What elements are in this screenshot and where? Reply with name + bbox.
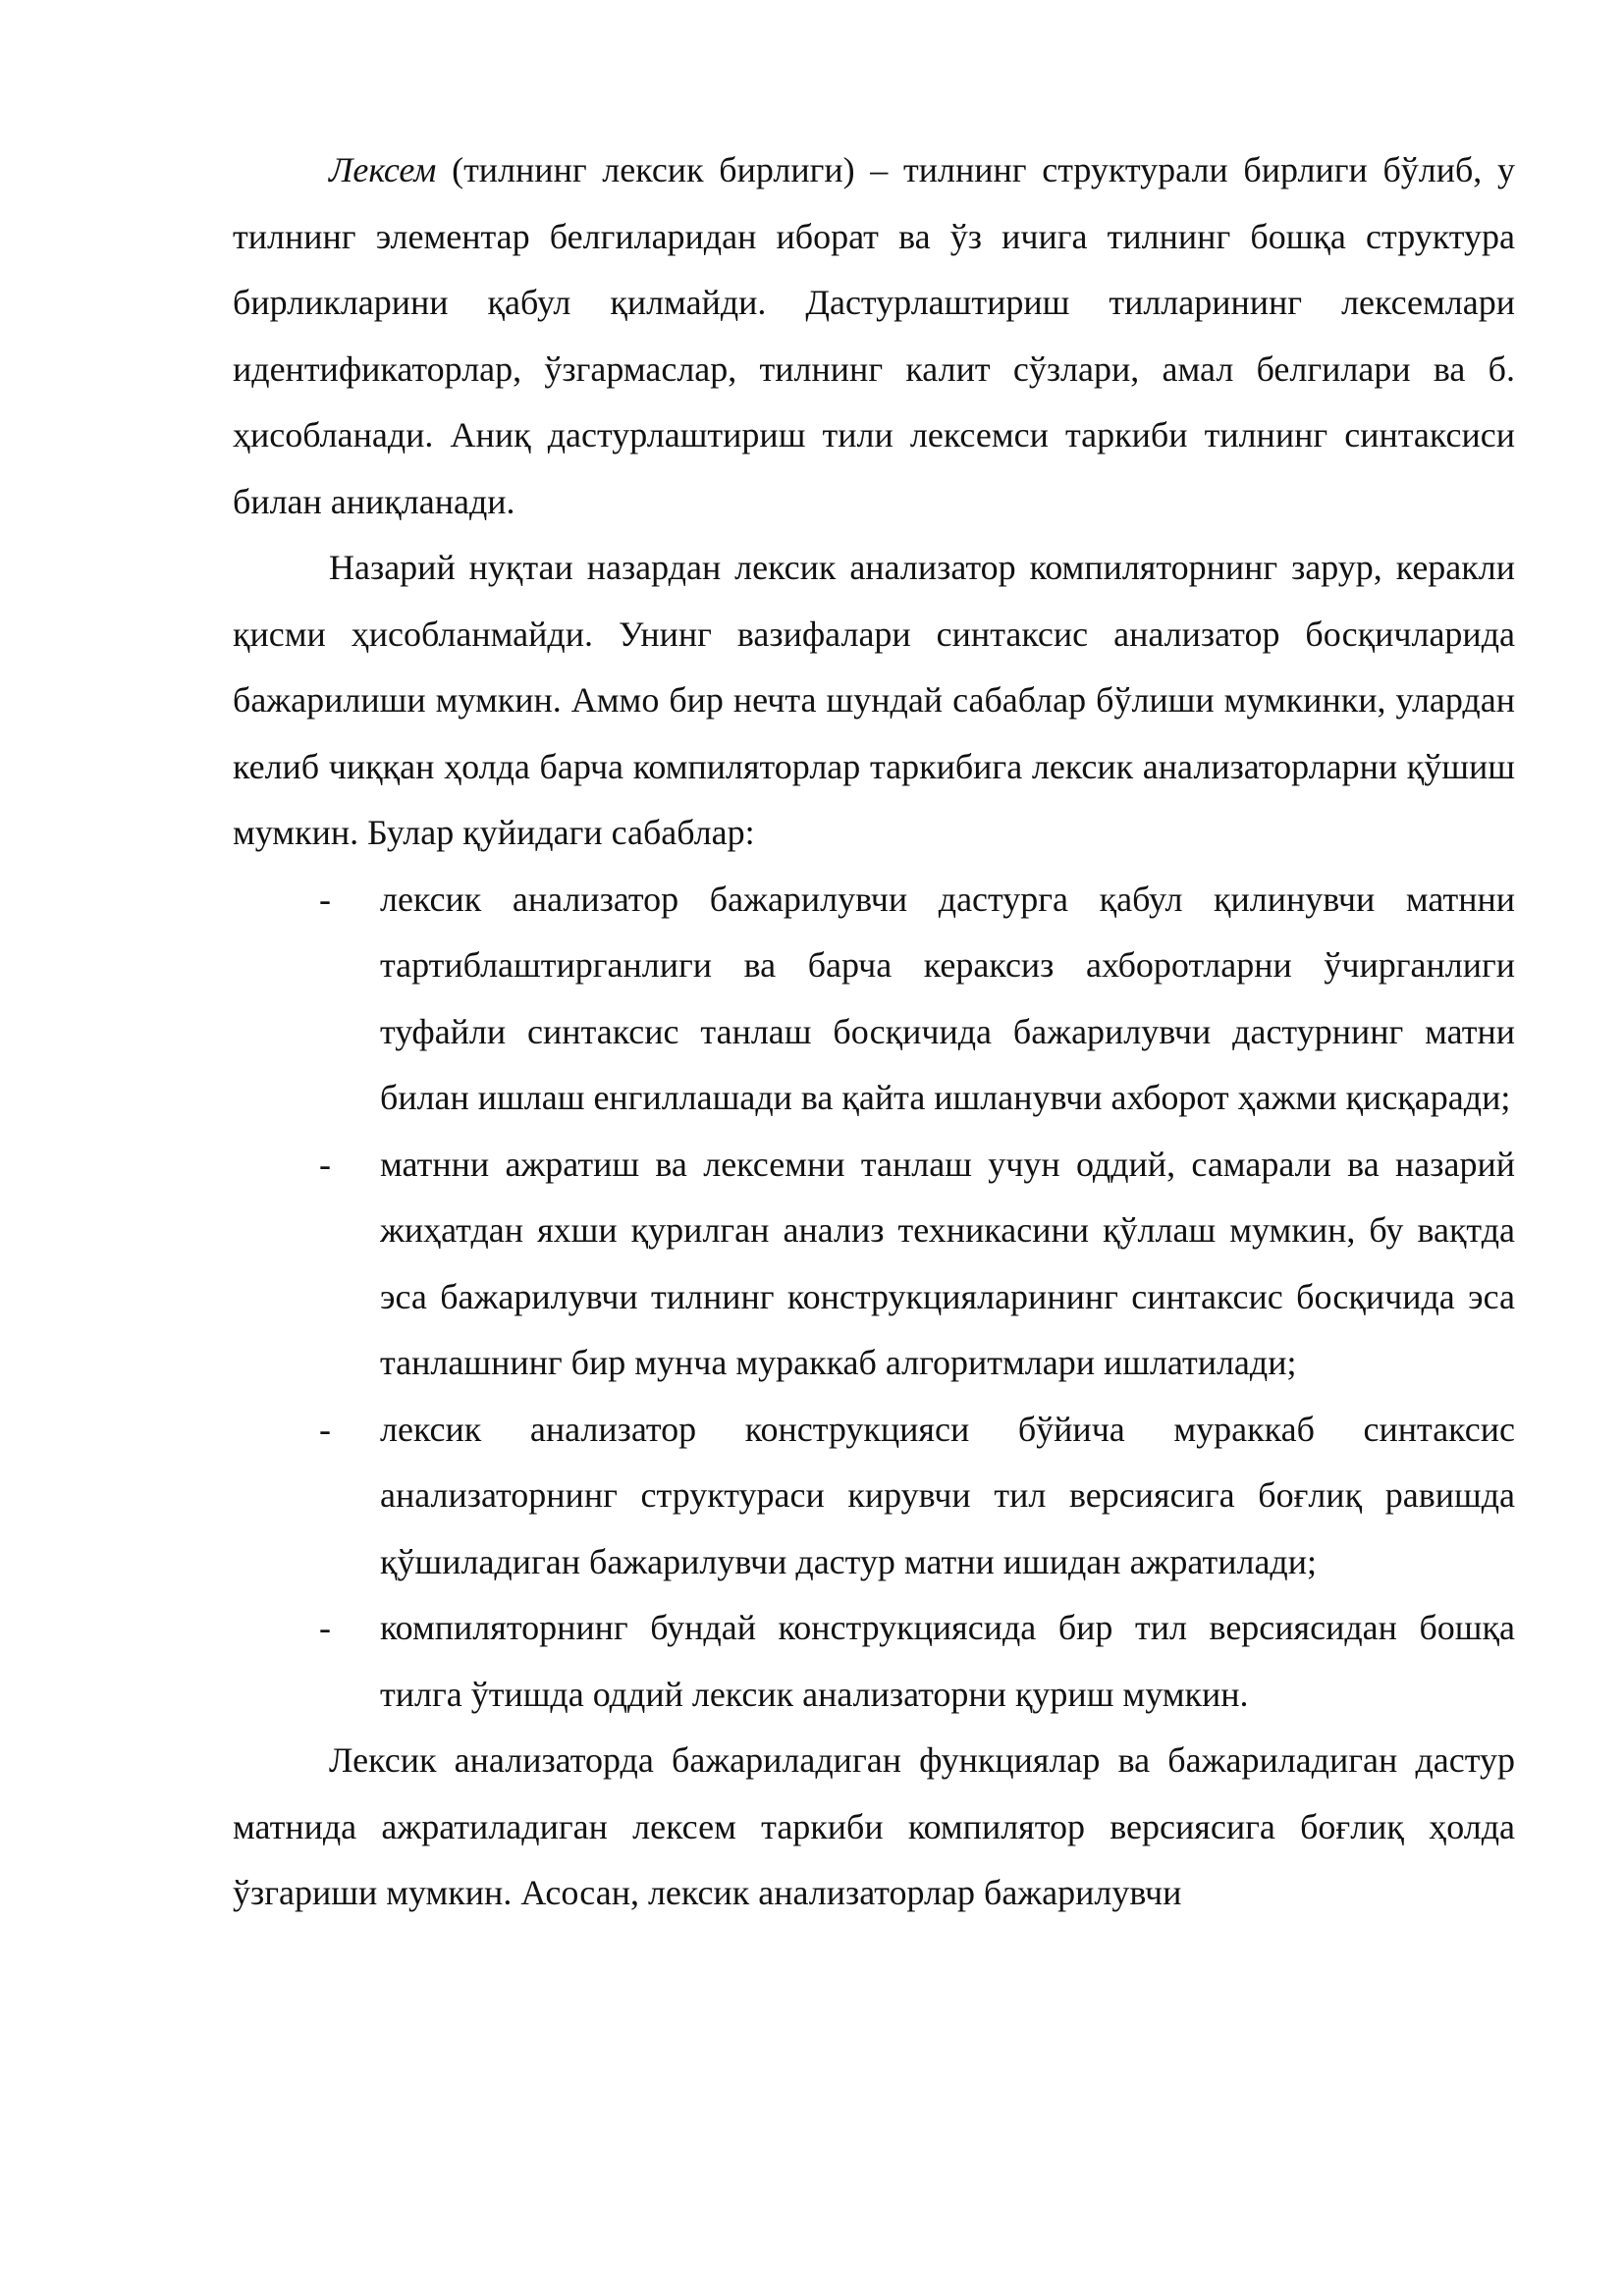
reasons-list: [233, 867, 1515, 1729]
list-item-text: матнни ажратиш ва лексемни танлаш учун оддий, самарали ва назарий жиҳатдан яхши қурилган анализ техникасини қўллаш мумкин, бу вақтда эса бажарилувчи тилнинг конструкцияларининг синтаксис босқичида эса танлашнинг бир мунча мураккаб алгоритмлари ишлатилади;: [380, 1144, 1515, 1382]
bullet-dash: -: [319, 879, 331, 919]
list-item-text: лексик анализатор конструкцияси бўйича мураккаб синтаксис анализаторнинг структураси кирувчи тил версиясига боғлиқ равишда қўшиладиган бажарилувчи дастур матни ишидан ажратилади;: [380, 1409, 1515, 1581]
list-item: [319, 1595, 1515, 1728]
paragraph-analyzer-functions: Лексик анализаторда бажариладиган функциялар ва бажариладиган дастур матнида ажратиладиган лексем таркиби компилятор версиясига боғлиқ ҳолда ўзгариши мумкин. Асосан, лексик анализаторлар бажарилувчи: [233, 1740, 1515, 1912]
list-item: [319, 1397, 1515, 1596]
bullet-dash: -: [319, 1144, 331, 1184]
list-item: [319, 1132, 1515, 1397]
paragraph-lexeme-definition: [233, 137, 1515, 535]
bullet-dash: -: [319, 1608, 331, 1647]
bullet-dash: -: [319, 1409, 331, 1449]
paragraph-lexical-analyzer-reasons: Назарий нуқтаи назардан лексик анализатор компиляторнинг зарур, керакли қисми ҳисобланмайди. Унинг вазифалари синтаксис анализатор босқичларида бажарилиши мумкин. Аммо бир нечта шундай сабаблар бўлиши мумкинки, улардан келиб чиққан ҳолда барча компиляторлар таркибига лексик анализаторларни қўшиш мумкин. Булар қуйидаги сабаблар:: [233, 548, 1515, 852]
list-item-text: компиляторнинг бундай конструкциясида бир тил версиясидан бошқа тилга ўтишда оддий лексик анализаторни қуриш мумкин.: [380, 1608, 1515, 1714]
paragraph-lexeme-definition-text: (тилнинг лексик бирлиги) – тилнинг структурали бирлиги бўлиб, у тилнинг элементар белгиларидан иборат ва ўз ичига тилнинг бошқа структура бирликларини қабул қилмайди. Дастурлаштириш тилларининг лексемлари идентификаторлар, ўзгармаслар, тилнинг калит сўзлари, амал белгилари ва б. ҳисобланади. Аниқ дастурлаштириш тили лексемси таркиби тилнинг синтаксиси билан аниқланади.: [233, 150, 1515, 521]
term-lexeme: Лексем: [329, 150, 437, 189]
list-item: [319, 867, 1515, 1132]
document-page: [233, 137, 1515, 1927]
list-item-text: лексик анализатор бажарилувчи дастурга қабул қилинувчи матнни тартиблаштирганлиги ва барча кераксиз ахборотларни ўчирганлиги туфайли синтаксис танлаш босқичида бажарилувчи дастурнинг матни билан ишлаш енгиллашади ва қайта ишланувчи ахборот ҳажми қисқаради;: [380, 879, 1515, 1117]
